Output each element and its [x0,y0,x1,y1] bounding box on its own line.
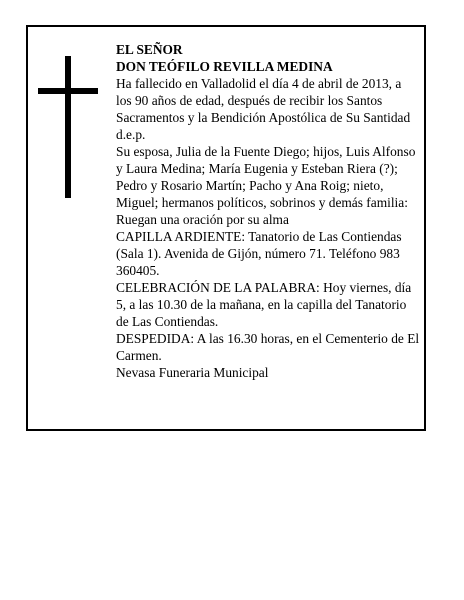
farewell-paragraph: DESPEDIDA: A las 16.30 horas, en el Cementerio de El Carmen. [116,331,420,363]
funeral-home: Nevasa Funeraria Municipal [116,365,269,380]
honorific: EL SEÑOR [116,42,183,57]
family-paragraph: Su esposa, Julia de la Fuente Diego; hijos, Luis Alfonso y Laura Medina; María Eugenia y Esteban Riera (?); Pedro y Rosario Martín; Pacho y Ana Roig; nieto, Miguel; hermanos políticos, sobrinos y demás familia: [116,144,416,210]
cross-horizontal-bar [38,88,98,94]
cross-vertical-bar [65,56,71,198]
prayer-request: Ruegan una oración por su alma [116,212,289,227]
death-paragraph: Ha fallecido en Valladolid el día 4 de abril de 2013, a los 90 años de edad, después de recibir los Santos Sacramentos y la Bendición Apostólica de Su Santidad d.e.p. [116,76,411,142]
deceased-name: DON TEÓFILO REVILLA MEDINA [116,59,333,74]
obituary-notice [26,25,426,431]
celebration-paragraph: CELEBRACIÓN DE LA PALABRA: Hoy viernes, día 5, a las 10.30 de la mañana, en la capilla del Tanatorio de Las Contiendas. [116,280,412,329]
chapel-paragraph: CAPILLA ARDIENTE: Tanatorio de Las Contiendas (Sala 1). Avenida de Gijón, número 71. Teléfono 983 360405. [116,229,402,278]
notice-text [116,41,420,381]
cross-icon [38,56,98,198]
